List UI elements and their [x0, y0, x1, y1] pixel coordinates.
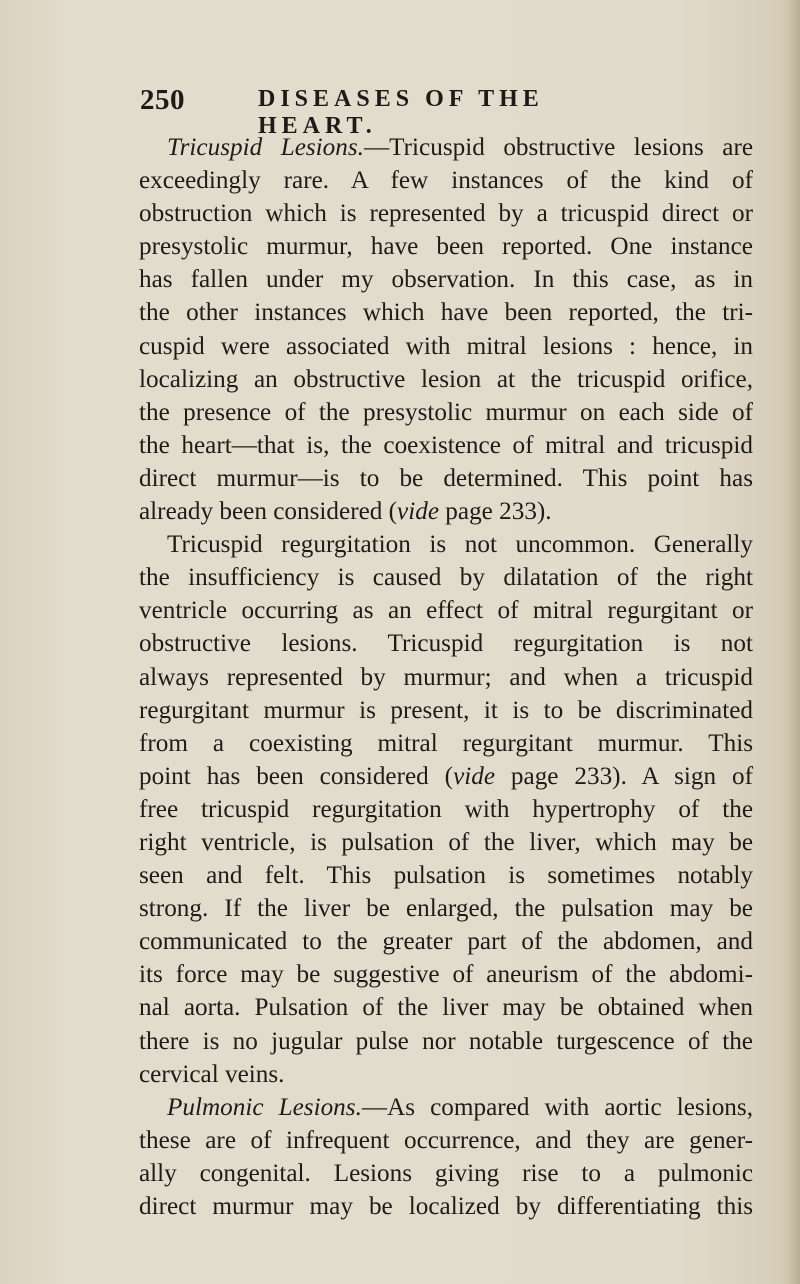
running-title: DISEASES OF THE HEART. [258, 86, 544, 139]
text-line: from a coexisting mitral regurgitant murmur. This [139, 729, 753, 757]
text-line: exceedingly rare. A few instances of the kind of [139, 167, 753, 195]
section-heading-tricuspid: Tricuspid Lesions. [167, 134, 364, 161]
text-line [139, 760, 753, 793]
text-fragment: —As compared with aortic lesions, [361, 1093, 753, 1121]
text-line: seen and felt. This pulsation is sometimes notably [139, 862, 753, 890]
text-line: Tricuspid regurgitation is not uncommon. Generally [167, 531, 753, 559]
text-fragment: already been considered ( [139, 498, 398, 526]
text-line: the insufficiency is caused by dilatation of the right [139, 564, 753, 592]
text-line: these are of infrequent occurrence, and they are gener- [139, 1126, 753, 1154]
page-edge-shadow [786, 0, 800, 1284]
text-line [139, 495, 753, 528]
page-number: 250 [140, 84, 185, 116]
text-line: regurgitant murmur is present, it is to be discriminated [139, 696, 753, 724]
text-line: nal aorta. Pulsation of the liver may be obtained when [139, 994, 753, 1022]
text-line [139, 131, 753, 164]
vide-reference: vide [453, 762, 496, 790]
text-fragment: point has been considered ( [139, 762, 454, 790]
text-line: cuspid were associated with mitral lesions : hence, in [139, 332, 753, 360]
text-line: localizing an obstructive lesion at the tricuspid orifice, [139, 365, 753, 393]
text-line: obstructive lesions. Tricuspid regurgitation is not [139, 630, 753, 658]
text-fragment: page 233). [439, 498, 552, 526]
text-line: obstruction which is represented by a tricuspid direct or [139, 200, 753, 228]
text-line: right ventricle, is pulsation of the liver, which may be [139, 828, 753, 856]
text-fragment: —Tricuspid obstructive lesions are [363, 134, 754, 161]
text-line: strong. If the liver be enlarged, the pulsation may be [139, 895, 753, 923]
text-line: cervical veins. [139, 1060, 285, 1088]
text-line: the heart—that is, the coexistence of mitral and tricuspid [139, 431, 753, 459]
body-text [139, 131, 753, 1223]
text-line: direct murmur may be localized by differentiating this [139, 1193, 753, 1220]
text-line: ally congenital. Lesions giving rise to a pulmonic [139, 1159, 753, 1187]
text-line: ventricle occurring as an effect of mitral regurgitant or [139, 597, 753, 625]
text-line: there is no jugular pulse nor notable turgescence of the [139, 1027, 753, 1055]
vide-reference: vide [397, 498, 439, 526]
text-line: presystolic murmur, have been reported. One instance [139, 233, 753, 261]
text-line: always represented by murmur; and when a tricuspid [139, 663, 753, 691]
running-head [140, 84, 660, 139]
text-line: direct murmur—is to be determined. This point has [139, 464, 753, 492]
text-line: the other instances which have been reported, the tri- [139, 299, 753, 327]
text-line: the presence of the presystolic murmur on each side of [139, 398, 753, 426]
text-line: free tricuspid regurgitation with hypertrophy of the [139, 795, 753, 823]
text-line [139, 1091, 753, 1124]
text-line: its force may be suggestive of aneurism of the abdomi- [139, 961, 753, 989]
text-fragment: page 233). A sign of [495, 762, 753, 790]
section-heading-pulmonic: Pulmonic Lesions. [167, 1093, 362, 1121]
text-line: has fallen under my observation. In this case, as in [139, 266, 753, 294]
text-line: communicated to the greater part of the abdomen, and [139, 928, 753, 956]
